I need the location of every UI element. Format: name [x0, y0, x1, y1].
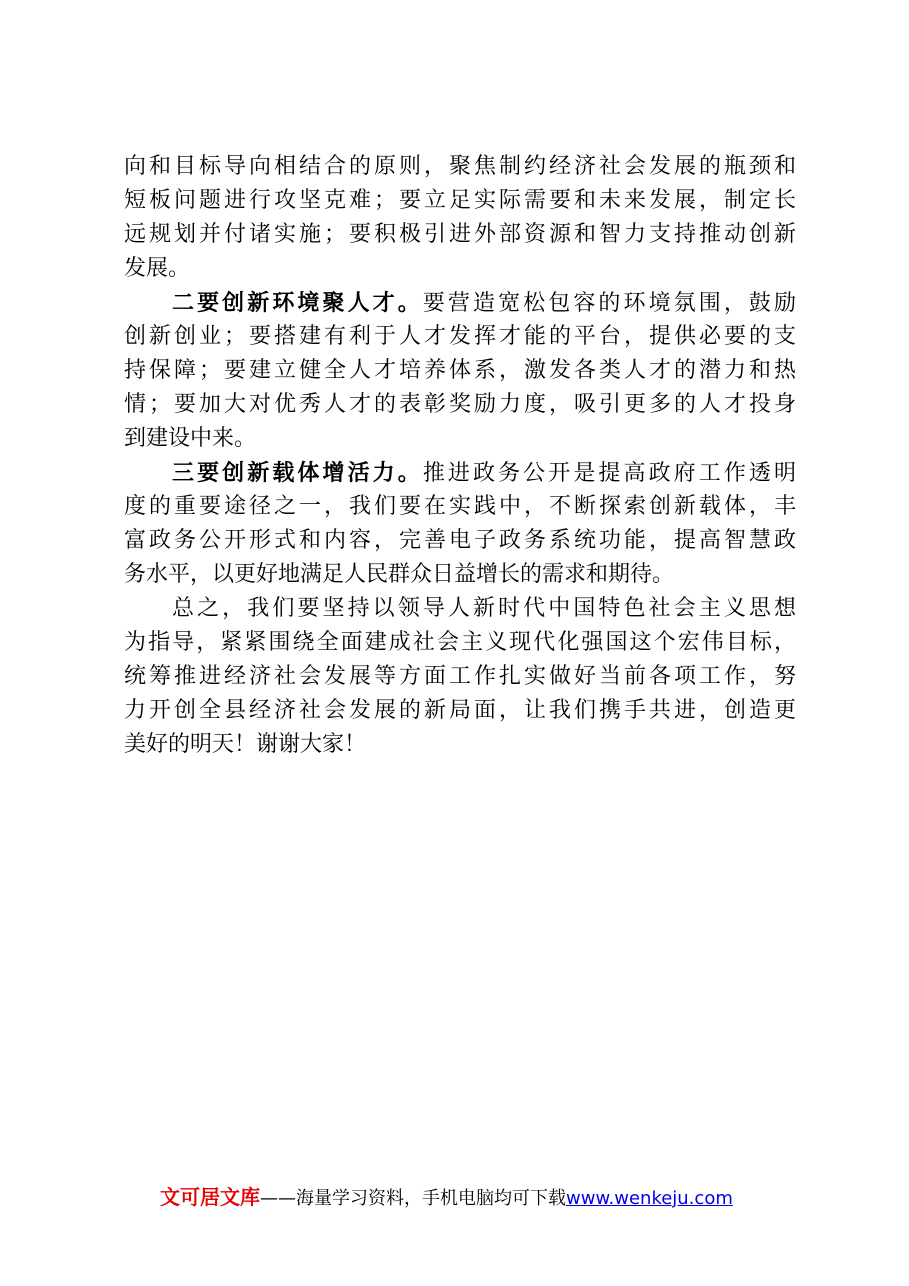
paragraph-first-line: 总之，我们要坚持以领导人新时代中国特色社会主义思想	[172, 596, 796, 621]
paragraph-text: 要营造宽松包容的环境氛围，鼓励	[422, 291, 796, 316]
section-heading: 三要创新载体增活力。	[172, 460, 423, 486]
paragraph-line: 向和目标导向相结合的原则，聚焦制约经济社会发展的瓶颈和	[124, 154, 796, 179]
paragraph-line: 力开创全县经济社会发展的新局面，让我们携手共进，创造更	[124, 698, 796, 723]
paragraph-line: 发展。	[124, 256, 191, 281]
paragraph-line: 为指导，紧紧围绕全面建成社会主义现代化强国这个宏伟目标，	[124, 630, 796, 655]
footer-link[interactable]: www.wenkeju.com	[566, 1188, 733, 1209]
paragraph-line: 务水平，以更好地满足人民群众日益增长的需求和期待。	[124, 562, 675, 587]
paragraph-line: 短板问题进行攻坚克难；要立足实际需要和未来发展，制定长	[124, 188, 796, 213]
paragraph-line: 创新创业；要搭建有利于人才发挥才能的平台，提供必要的支	[124, 324, 796, 349]
footer-brand: 文可居文库	[160, 1185, 260, 1209]
page-footer	[160, 1182, 800, 1212]
paragraph-line: 持保障；要建立健全人才培养体系，激发各类人才的潜力和热	[124, 358, 796, 383]
paragraph-line: 远规划并付诸实施；要积极引进外部资源和智力支持推动创新	[124, 222, 796, 247]
paragraph-line: 情；要加大对优秀人才的表彰奖励力度，吸引更多的人才投身	[124, 392, 796, 417]
document-body	[124, 150, 796, 762]
paragraph-text: 推进政务公开是提高政府工作透明	[422, 461, 796, 486]
paragraph-line: 富政务公开形式和内容，完善电子政务系统功能，提高智慧政	[124, 528, 796, 553]
paragraph-line: 统筹推进经济社会发展等方面工作扎实做好当前各项工作，努	[124, 664, 796, 689]
section-heading: 二要创新环境聚人才。	[172, 290, 423, 316]
footer-tagline: ——海量学习资料，手机电脑均可下载	[260, 1188, 566, 1209]
paragraph-line: 度的重要途径之一，我们要在实践中，不断探索创新载体，丰	[124, 494, 796, 519]
paragraph-line: 到建设中来。	[124, 426, 257, 451]
paragraph-first-line	[124, 286, 796, 320]
paragraph-first-line	[124, 456, 796, 490]
paragraph-line: 美好的明天！谢谢大家！	[124, 732, 367, 757]
